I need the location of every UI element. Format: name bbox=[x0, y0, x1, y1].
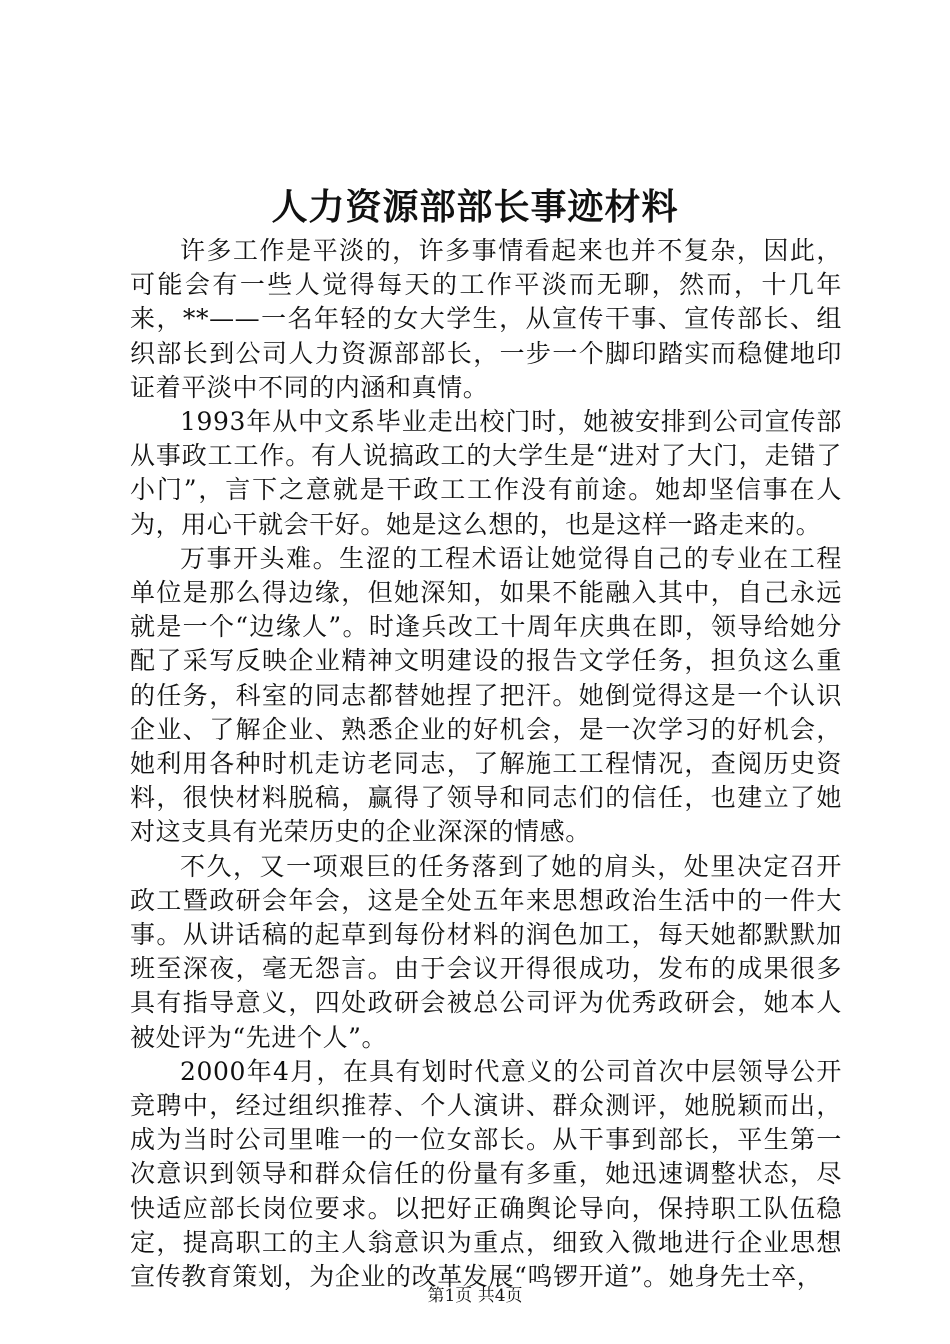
paragraph-3: 万事开头难。生涩的工程术语让她觉得自己的专业在工程单位是那么得边缘，但她深知，如果不能融入其中，自己永远就是一个“边缘人”。时逢兵改工十周年庆典在即，领导给她分配了采写反映企业精神文明建设的报告文学任务，担负这么重的任务，科室的同志都替她捏了把汗。她倒觉得这是一个认识企业、了解企业、熟悉企业的好机会，是一次学习的好机会，她利用各种时机走访老同志，了解施工工程情况，查阅历史资料，很快材料脱稿，赢得了领导和同志们的信任，也建立了她对这支具有光荣历史的企业深深的情感。 bbox=[130, 543, 842, 847]
paragraph-4: 不久，又一项艰巨的任务落到了她的肩头，处里决定召开政工暨政研会年会，这是全处五年来思想政治生活中的一件大事。从讲话稿的起草到每份材料的润色加工，每天她都默默加班至深夜，毫无怨言。由于会议开得很成功，发布的成果很多具有指导意义，四处政研会被总公司评为优秀政研会，她本人被处评为“先进个人”。 bbox=[130, 851, 842, 1052]
document-title: 人力资源部部长事迹材料 bbox=[271, 186, 679, 228]
document-body bbox=[130, 234, 842, 1294]
paragraph-5: 2000年4月，在具有划时代意义的公司首次中层领导公开竞聘中，经过组织推荐、个人演讲、群众测评，她脱颖而出，成为当时公司里唯一的一位女部长。从干事到部长，平生第一次意识到领导和群众信任的份量有多重，她迅速调整状态，尽快适应部长岗位要求。以把好正确舆论导向，保持职工队伍稳定，提高职工的主人翁意识为重点，细致入微地进行企业思想宣传教育策划，为企业的改革发展“鸣锣开道”。她身先士卒， bbox=[130, 1056, 842, 1292]
paragraph-2: 1993年从中文系毕业走出校门时，她被安排到公司宣传部从事政工工作。有人说搞政工的大学生是“进对了大门，走错了小门”，言下之意就是干政工工作没有前途。她却坚信事在人为，用心干就会干好。她是这么想的，也是这样一路走来的。 bbox=[130, 407, 842, 539]
paragraph-1: 许多工作是平淡的，许多事情看起来也并不复杂，因此，可能会有一些人觉得每天的工作平淡而无聊，然而，十几年来，**——一名年轻的女大学生，从宣传干事、宣传部长、组织部长到公司人力资源部部长，一步一个脚印踏实而稳健地印证着平淡中不同的内涵和真情。 bbox=[130, 236, 842, 402]
page-footer: 第1页 共4页 bbox=[427, 1286, 523, 1306]
